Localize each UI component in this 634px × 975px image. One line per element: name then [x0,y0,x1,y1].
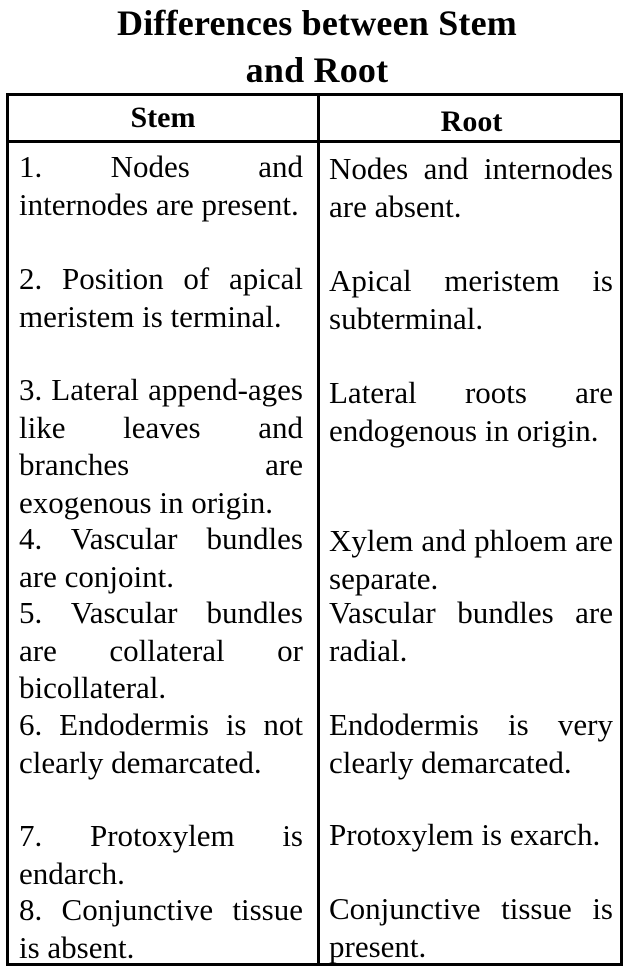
table-cell-root: Endodermis is very clearly demarcated. [329,707,613,780]
table-cell-stem: 1. Nodes and internodes are present. [19,149,303,222]
table-cell-root: Lateral roots are endogenous in origin. [329,375,613,448]
table-cell-stem: 5. Vascular bundles are collateral or bicollateral. [19,595,303,705]
table-cell-stem: 2. Position of apical meristem is terminal. [19,261,303,334]
table-cell-root: Conjunctive tissue is present. [329,891,613,964]
page-title [0,0,634,92]
table-cell-stem: 8. Conjunctive tissue is absent. [19,892,303,965]
column-header-stem: Stem [130,101,196,134]
table-cell-stem: 3. Lateral append-ages like leaves and branches are exogenous in origin. [19,372,303,520]
table-cell-root: Nodes and internodes are absent. [329,151,613,224]
table-cell-root: Apical meristem is subterminal. [329,263,613,336]
title-line-1: Differences between Stem [117,3,517,43]
table-cell-stem: 6. Endodermis is not clearly demarcated. [19,707,303,780]
column-header-root: Root [440,105,503,138]
header-rule [9,140,620,143]
column-divider [317,96,320,963]
table-cell-root: Xylem and phloem are separate. [329,523,613,596]
title-line-2: and Root [245,50,389,90]
table-cell-root: Vascular bundles are radial. [329,595,613,668]
table-cell-root: Protoxylem is exarch. [329,817,601,852]
comparison-table [6,93,623,966]
table-cell-stem: 7. Protoxylem is endarch. [19,818,303,891]
table-cell-stem: 4. Vascular bundles are conjoint. [19,521,303,594]
